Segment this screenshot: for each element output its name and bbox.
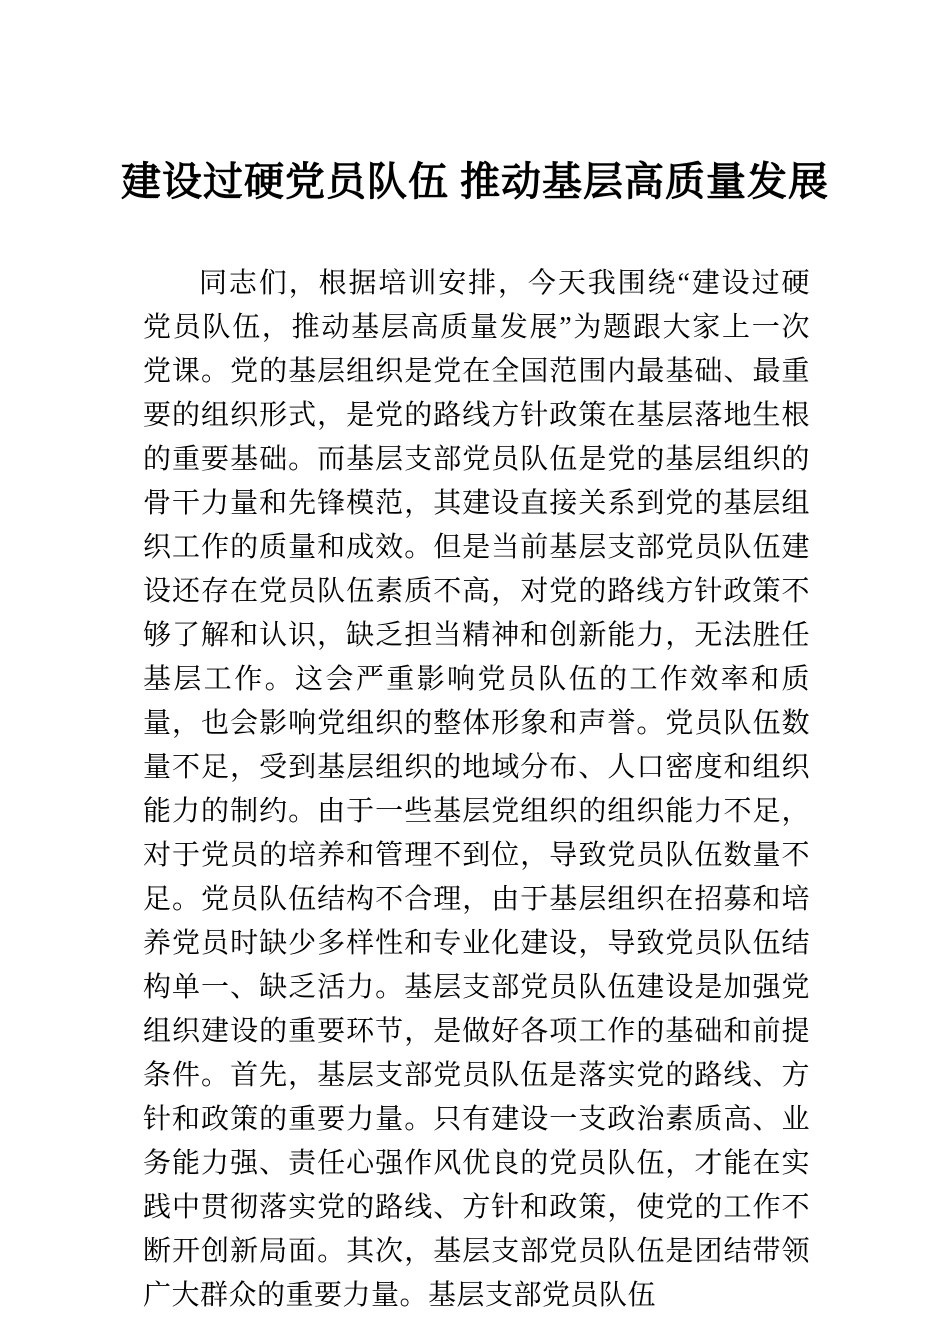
document-title: 建设过硬党员队伍 推动基层高质量发展 [121, 159, 829, 204]
document-body-paragraph: 同志们，根据培训安排，今天我围绕“建设过硬党员队伍，推动基层高质量发展”为题跟大家上一次党课。党的基层组织是党在全国范围内最基础、最重要的组织形式，是党的路线方针政策在基层落地生根的重要基础。而基层支部党员队伍是党的基层组织的骨干力量和先锋模范，其建设直接关系到党的基层组织工作的质量和成效。但是当前基层支部党员队伍建设还存在党员队伍素质不高，对党的路线方针政策不够了解和认识，缺乏担当精神和创新能力，无法胜任基层工作。这会严重影响党员队伍的工作效率和质量，也会影响党组织的整体形象和声誉。党员队伍数量不足，受到基层组织的地域分布、人口密度和组织能力的制约。由于一些基层党组织的组织能力不足，对于党员的培养和管理不到位，导致党员队伍数量不足。党员队伍结构不合理，由于基层组织在招募和培养党员时缺少多样性和专业化建设，导致党员队伍结构单一、缺乏活力。基层支部党员队伍建设是加强党组织建设的重要环节，是做好各项工作的基础和前提条件。首先，基层支部党员队伍是落实党的路线、方针和政策的重要力量。只有建设一支政治素质高、业务能力强、责任心强作风优良的党员队伍，才能在实践中贯彻落实党的路线、方针和政策，使党的工作不断开创新局面。其次，基层支部党员队伍是团结带领广大群众的重要力量。基层支部党员队伍 [143, 268, 810, 1311]
